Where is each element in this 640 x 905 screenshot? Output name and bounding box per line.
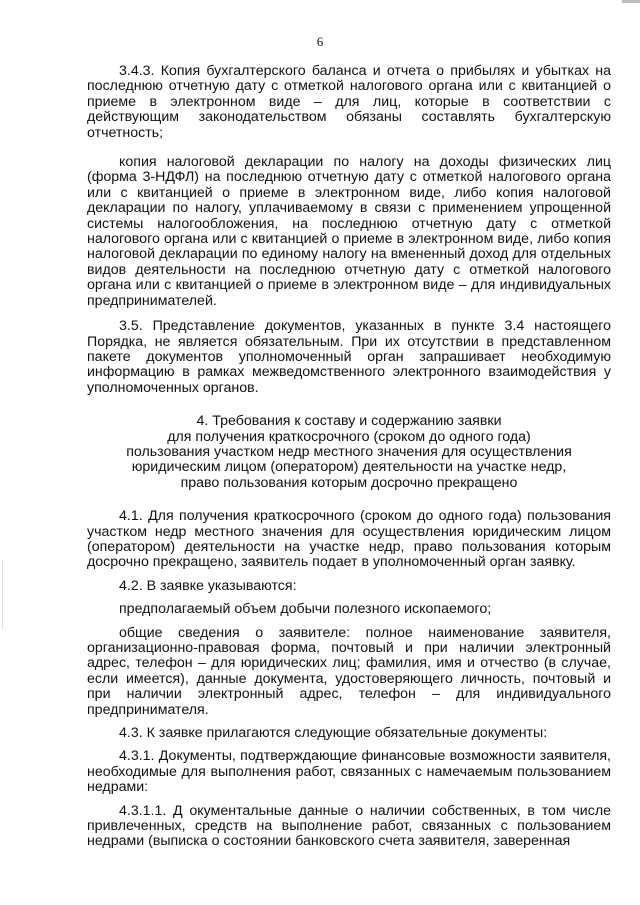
heading-line: для получения краткосрочного (сроком до одного года) [167,428,531,445]
heading-line: юридическим лицом (оператором) деятельности на участке недр, [131,459,567,476]
top-edge-mark [622,0,640,3]
heading-line: право пользования которым досрочно прекращено [180,474,518,491]
paragraph-production-volume: предполагаемый объем добычи полезного ископаемого; [119,601,492,618]
section-4-heading [87,414,611,491]
paragraph-4-2: 4.2. В заявке указываются: [119,577,297,594]
heading-line: 4. Требования к составу и содержанию заявки [196,413,502,430]
scan-edge-mark [2,560,3,630]
page-number: 6 [316,34,324,49]
heading-line: пользования участком недр местного значения для осуществления [126,443,572,460]
paragraph-4-3-1: 4.3.1. Документы, подтверждающие финансовые возможности заявителя, необходимые для выполнения работ, связанных с намечаемым пользованием недрами: [87,748,611,796]
paragraph-tax-declaration: копия налоговой декларации по налогу на доходы физических лиц (форма 3-НДФЛ) на последнюю отчетную дату с отметкой налогового органа или с квитанцией о приеме в электронном виде, либо копия налоговой декларации по налогу, уплачиваемому в связи с применением упрощенной системы налогообложения, на последнюю отчетную дату с отметкой налогового органа или с квитанцией о приеме в электронном виде, либо копия налоговой декларации по единому налогу на вмененный доход для отдельных видов деятельности на последнюю отчетную дату с отметкой налогового органа или с квитанцией о приеме в электронном виде – для индивидуальных предпринимателей. [87,154,611,309]
paragraph-4-3: 4.3. К заявке прилагаются следующие обязательные документы: [119,725,548,742]
paragraph-3-5: 3.5. Представление документов, указанных в пункте 3.4 настоящего Порядка, не является обязательным. При их отсутствии в представленном пакете документов уполномоченный орган запрашивает необходимую информацию в рамках межведомственного электронного взаимодействия у уполномоченных органов. [87,318,611,396]
paragraph-4-3-1-1: 4.3.1.1. Д окументальные данные о наличии собственных, в том числе привлеченных, средств на выполнение работ, связанных с пользованием недрами (выписка о состоянии банковского счета заявителя, заверенная [87,802,611,850]
document-body [87,64,611,850]
paragraph-3-4-3: 3.4.3. Копия бухгалтерского баланса и отчета о прибылях и убытках на последнюю отчетную дату с отметкой налогового органа или с квитанцией о приеме в электронном виде – для лиц, которые в соответствии с действующим законодательством обязаны составлять бухгалтерскую отчетность; [87,63,611,141]
paragraph-applicant-info: общие сведения о заявителе: полное наименование заявителя, организационно-правовая форма, почтовый и при наличии электронный адрес, телефон – для юридических лиц; фамилия, имя и отчество (в случае, если имеется), данные документа, удостоверяющего личность, почтовый и при наличии электронный адрес, телефон – для индивидуального предпринимателя. [87,624,611,718]
paragraph-4-1: 4.1. Для получения краткосрочного (сроком до одного года) пользования участком недр местного значения для осуществления юридическим лицом (оператором) деятельности на участке недр, право пользования которым досрочно прекращено, заявитель подает в уполномоченный орган заявку. [87,508,611,571]
